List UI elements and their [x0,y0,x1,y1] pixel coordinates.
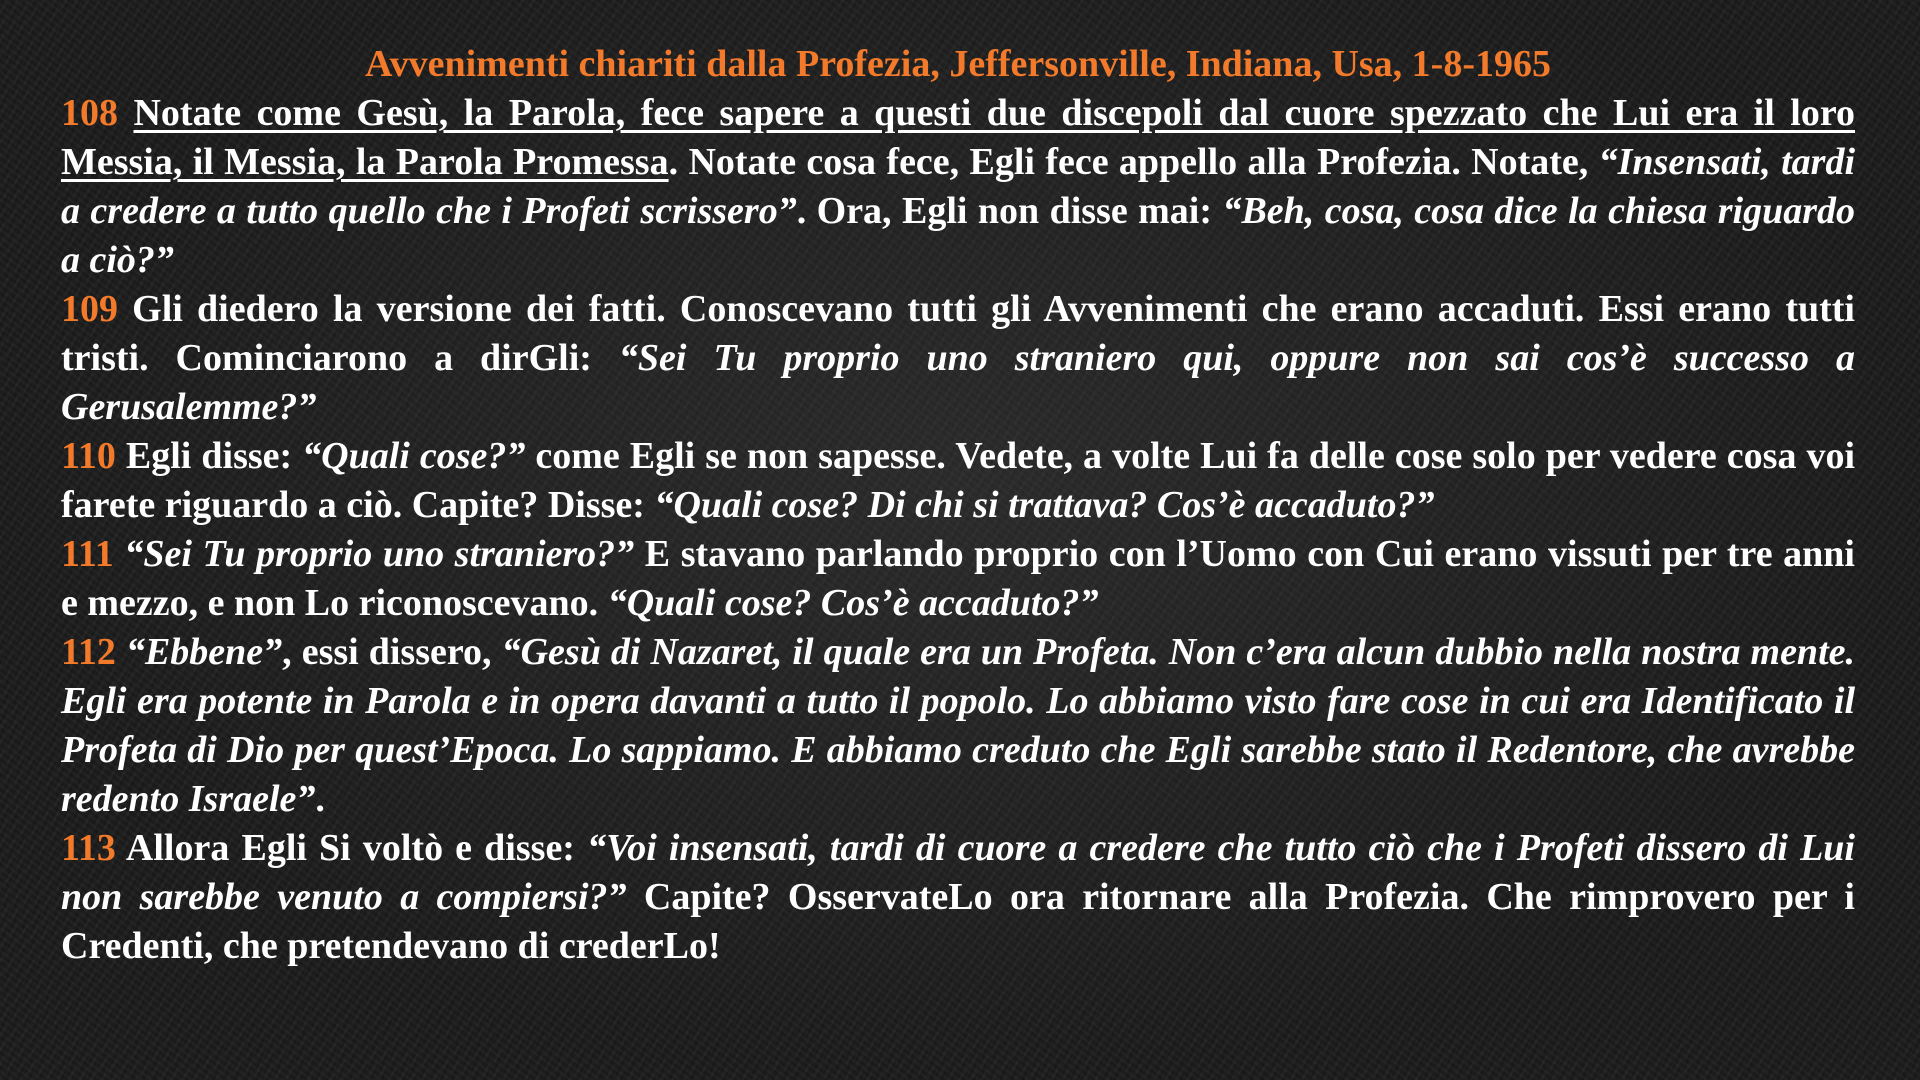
paragraph-text: come Egli se non sapesse. Vedete, a volte Lui fa delle cose solo per vedere cosa voi farete riguardo a ciò. Capite? Disse: [61,435,1856,526]
paragraph-text: . [315,778,325,820]
paragraph-text: Allora Egli Si voltò e disse: [115,827,588,869]
paragraph-text: Gli diedero la versione dei fatti. Conoscevano tutti gli Avvenimenti che erano accaduti. Essi erano tutti tristi. Cominciarono a dirGli: [61,288,1855,379]
paragraph-text: E stavano parlando proprio con l’Uomo con Cui erano vissuti per tre anni e mezzo, e non Lo riconoscevano. [61,533,1855,624]
paragraph-text: Egli disse: [115,435,303,477]
quote-text: “Quali cose? Cos’è accaduto?” [607,582,1099,624]
paragraph-number: 112 [61,631,116,673]
paragraph-108 [61,89,1855,285]
paragraph-text [114,533,125,575]
paragraph-112 [61,628,1855,824]
slide [61,40,1855,971]
paragraph-number: 109 [61,288,118,330]
quote-text: “Beh, cosa, cosa dice la chiesa riguardo a ciò?” [61,190,1855,281]
paragraph-number: 111 [61,533,114,575]
quote-text: “Quali cose? Di chi si trattava? Cos’è accaduto?” [654,484,1435,526]
paragraph-number: 108 [61,92,118,134]
quote-text: “Ebbene” [125,631,283,673]
quote-text: “Voi insensati, tardi di cuore a credere che tutto ciò che i Profeti dissero di Lui non sarebbe venuto a compiersi?” [61,827,1855,918]
sermon-title: Avvenimenti chiariti dalla Profezia, Jeffersonville, Indiana, Usa, 1-8-1965 [365,43,1551,85]
paragraph-text: . Notate cosa fece, Egli fece appello alla Profezia. Notate, [668,141,1599,183]
paragraph-113 [61,824,1855,971]
quote-text: “Quali cose?” [302,435,526,477]
quote-text: “Insensati, tardi a credere a tutto quello che i Profeti scrissero” [61,141,1856,232]
paragraph-number: 110 [61,435,116,477]
underlined-text: Notate come Gesù, la Parola, fece sapere a questi due discepoli dal cuore spezzato che Lui era il loro Messia, il Messia, la Parola Promessa [61,92,1856,183]
paragraph-110 [61,432,1855,530]
paragraph-111 [61,530,1855,628]
paragraph-text [116,631,126,673]
paragraph-text: , essi dissero, [282,631,502,673]
quote-text: “Gesù di Nazaret, il quale era un Profeta. Non c’era alcun dubbio nella nostra mente. Egli era potente in Parola e in opera davanti a tutto il popolo. Lo abbiamo visto fare cose in cui era Identificato il Profeta di Dio per quest’Epoca. Lo sappiamo. E abbiamo creduto che Egli sarebbe stato il Redentore, che avrebbe redento Israele” [61,631,1855,820]
quote-text: “Sei Tu proprio uno straniero qui, oppure non sai cos’è successo a Gerusalemme?” [61,337,1855,428]
paragraph-109 [61,285,1855,432]
paragraph-text: . Ora, Egli non disse mai: [796,190,1223,232]
quote-text: “Sei Tu proprio uno straniero?” [124,533,635,575]
paragraph-number: 113 [61,827,116,869]
paragraph-text: Capite? OsservateLo ora ritornare alla Profezia. Che rimprovero per i Credenti, che pretendevano di crederLo! [61,876,1855,967]
